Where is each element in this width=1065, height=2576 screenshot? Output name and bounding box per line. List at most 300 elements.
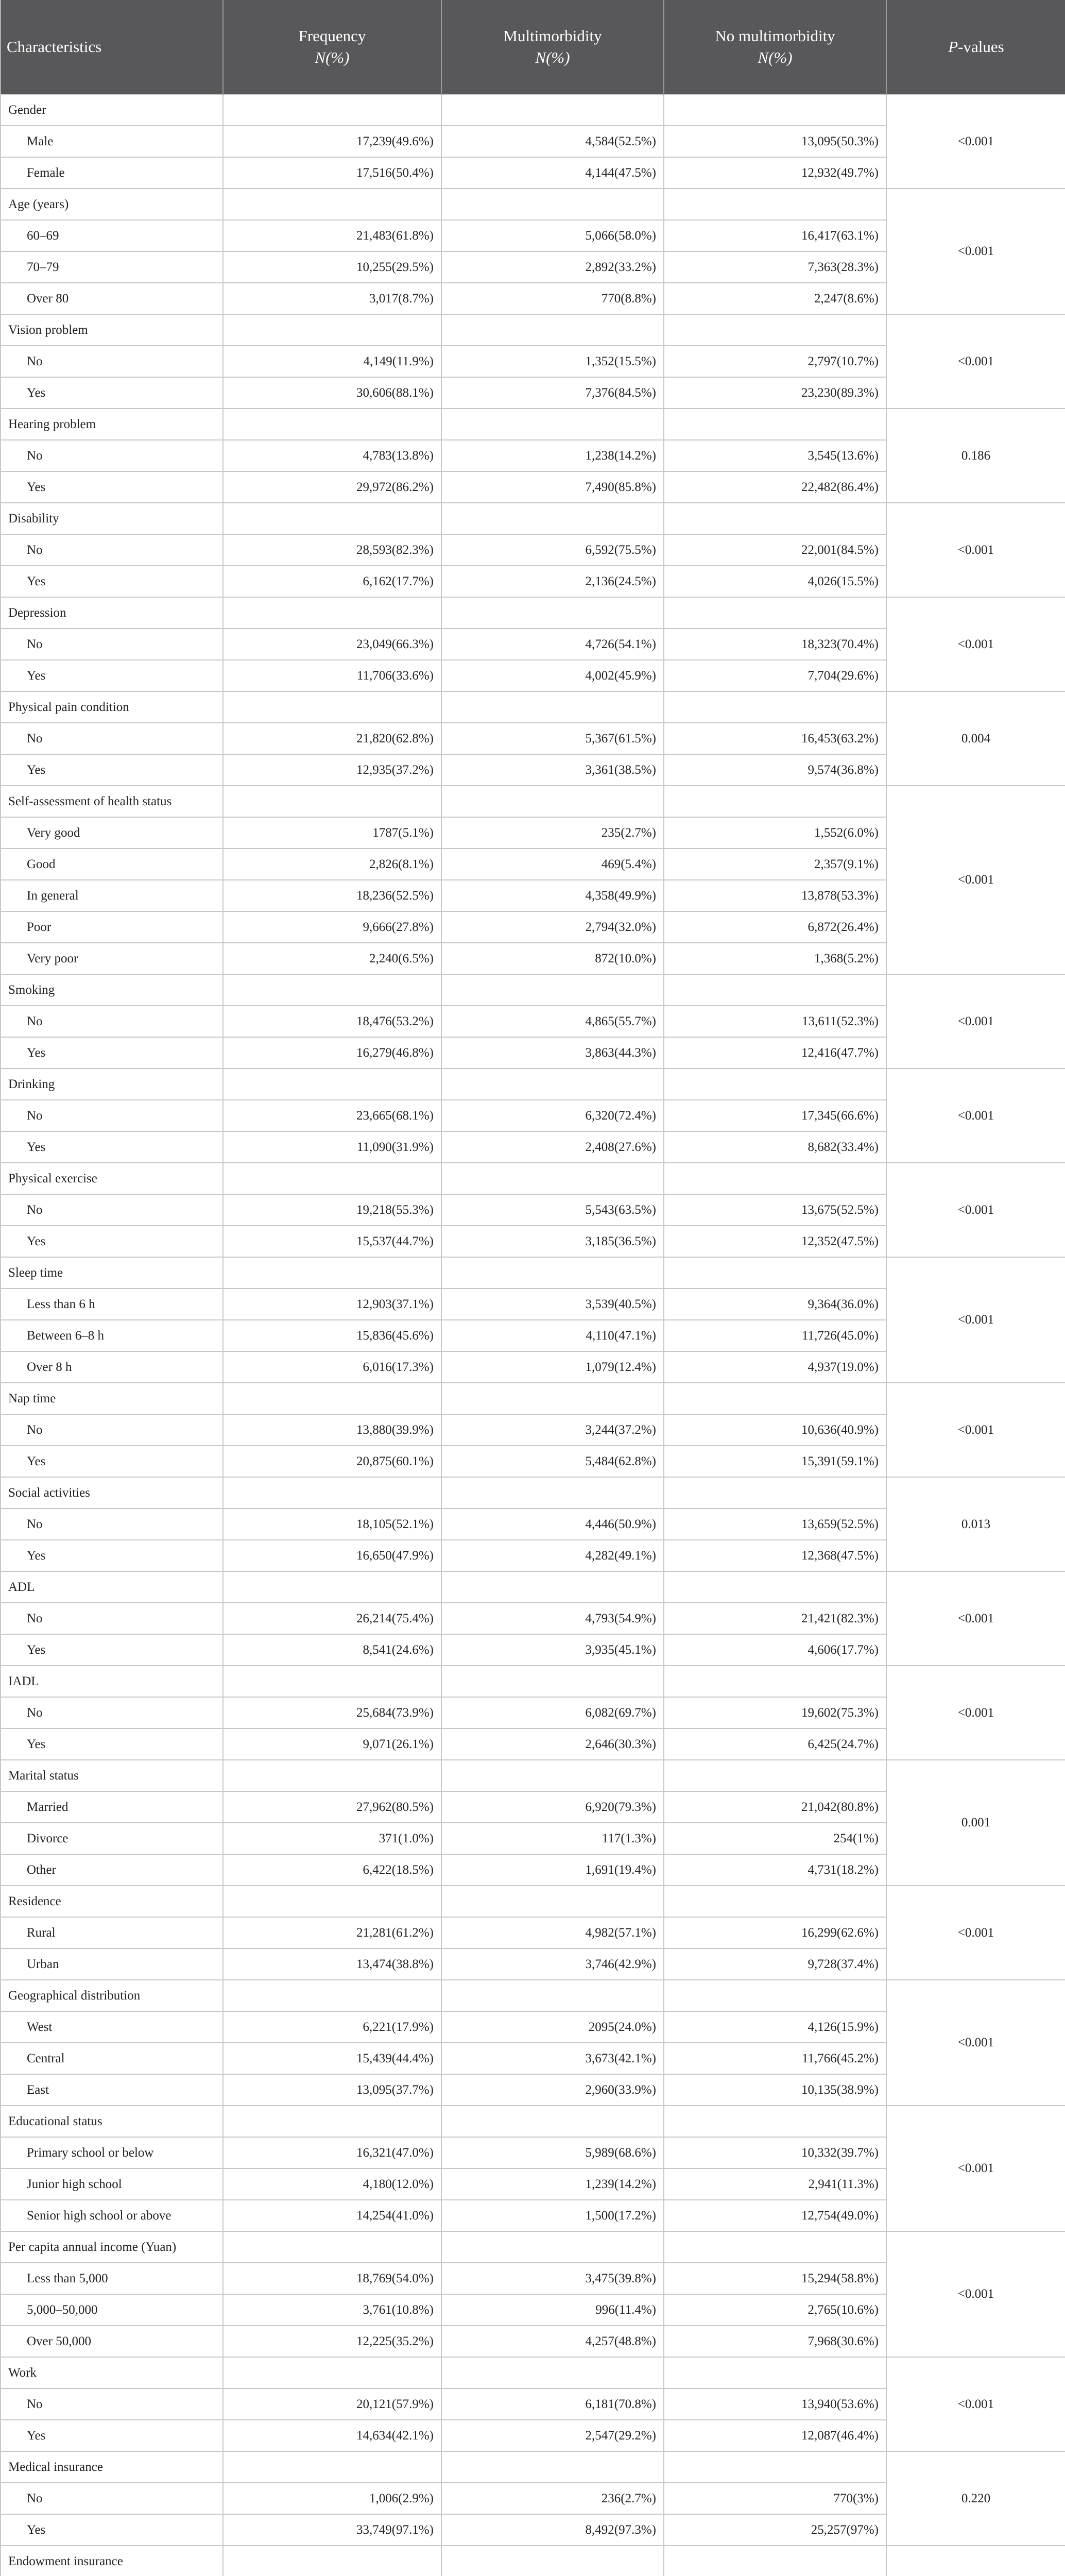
group-label: Social activities (1, 1477, 223, 1509)
empty-cell (664, 1069, 886, 1100)
row-label: Good (1, 849, 223, 880)
p-value-cell: <0.001 (886, 1069, 1065, 1163)
row-label: No (1, 1194, 223, 1226)
group-header-row (1, 2106, 1065, 2137)
no-multimorbidity-cell: 17,345(66.6%) (664, 1100, 886, 1131)
group-label: Medical insurance (1, 2451, 223, 2483)
empty-cell (441, 1163, 664, 1194)
no-multimorbidity-cell: 2,941(11.3%) (664, 2168, 886, 2200)
frequency-cell: 28,593(82.3%) (223, 534, 441, 566)
frequency-cell: 15,439(44.4%) (223, 2043, 441, 2074)
group-header-row (1, 786, 1065, 817)
empty-cell (223, 503, 441, 534)
row-label: Very poor (1, 943, 223, 974)
header-multimorbidity: Multimorbidity N(%) (441, 0, 664, 94)
p-value-cell: <0.001 (886, 1257, 1065, 1383)
group-label: Hearing problem (1, 409, 223, 440)
empty-cell (441, 1886, 664, 1917)
empty-cell (441, 314, 664, 346)
row-label: 5,000–50,000 (1, 2294, 223, 2326)
no-multimorbidity-cell: 4,606(17.7%) (664, 1634, 886, 1666)
multimorbidity-cell: 6,082(69.7%) (441, 1697, 664, 1728)
p-value-cell: <0.001 (886, 1666, 1065, 1760)
no-multimorbidity-cell: 12,087(46.4%) (664, 2420, 886, 2451)
empty-cell (441, 1383, 664, 1414)
p-value-cell: 0.004 (886, 691, 1065, 786)
empty-cell (223, 2546, 441, 2576)
group-header-row (1, 1383, 1065, 1414)
multimorbidity-cell: 2,136(24.5%) (441, 566, 664, 597)
p-value-cell: <0.001 (886, 1571, 1065, 1666)
multimorbidity-cell: 3,935(45.1%) (441, 1634, 664, 1666)
multimorbidity-cell: 3,746(42.9%) (441, 1948, 664, 1980)
no-multimorbidity-cell: 6,425(24.7%) (664, 1728, 886, 1760)
header-no-multimorbidity-unit: N(%) (758, 48, 793, 66)
empty-cell (664, 1257, 886, 1289)
empty-cell (441, 1980, 664, 2011)
no-multimorbidity-cell: 4,026(15.5%) (664, 566, 886, 597)
p-value-cell: 0.220 (886, 2451, 1065, 2546)
row-label: Rural (1, 1917, 223, 1948)
frequency-cell: 371(1.0%) (223, 1823, 441, 1854)
group-header-row (1, 1571, 1065, 1603)
p-value-cell: <0.001 (886, 1383, 1065, 1477)
multimorbidity-cell: 3,244(37.2%) (441, 1414, 664, 1446)
row-label: Yes (1, 1540, 223, 1571)
empty-cell (223, 1257, 441, 1289)
p-value-cell: <0.001 (886, 503, 1065, 597)
multimorbidity-cell: 2,646(30.3%) (441, 1728, 664, 1760)
no-multimorbidity-cell: 13,940(53.6%) (664, 2388, 886, 2420)
row-label: Male (1, 126, 223, 157)
row-label: Yes (1, 471, 223, 503)
no-multimorbidity-cell: 12,368(47.5%) (664, 1540, 886, 1571)
row-label: No (1, 1414, 223, 1446)
row-label: No (1, 440, 223, 471)
p-value-cell: <0.001 (886, 1980, 1065, 2106)
no-multimorbidity-cell: 4,731(18.2%) (664, 1854, 886, 1886)
group-header-row (1, 2546, 1065, 2576)
header-characteristics: Characteristics (1, 0, 223, 94)
empty-cell (664, 597, 886, 629)
empty-cell (223, 1666, 441, 1697)
frequency-cell: 23,049(66.3%) (223, 629, 441, 660)
row-label: Yes (1, 2420, 223, 2451)
empty-cell (664, 2357, 886, 2388)
multimorbidity-cell: 6,181(70.8%) (441, 2388, 664, 2420)
empty-cell (223, 1760, 441, 1791)
multimorbidity-cell: 8,492(97.3%) (441, 2514, 664, 2546)
group-header-row (1, 409, 1065, 440)
empty-cell (441, 1477, 664, 1509)
empty-cell (223, 94, 441, 126)
header-frequency: Frequency N(%) (223, 0, 441, 94)
p-value-cell: <0.001 (886, 1163, 1065, 1257)
multimorbidity-cell: 4,257(48.8%) (441, 2326, 664, 2357)
row-label: Over 80 (1, 283, 223, 314)
row-label: Central (1, 2043, 223, 2074)
multimorbidity-cell: 3,475(39.8%) (441, 2263, 664, 2294)
no-multimorbidity-cell: 9,364(36.0%) (664, 1289, 886, 1320)
empty-cell (223, 1886, 441, 1917)
no-multimorbidity-cell: 25,257(97%) (664, 2514, 886, 2546)
frequency-cell: 33,749(97.1%) (223, 2514, 441, 2546)
group-header-row (1, 597, 1065, 629)
no-multimorbidity-cell: 12,352(47.5%) (664, 1226, 886, 1257)
row-label: Yes (1, 377, 223, 409)
row-label: Yes (1, 660, 223, 691)
empty-cell (664, 1760, 886, 1791)
frequency-cell: 12,903(37.1%) (223, 1289, 441, 1320)
row-label: Between 6–8 h (1, 1320, 223, 1351)
multimorbidity-cell: 872(10.0%) (441, 943, 664, 974)
frequency-cell: 2,240(6.5%) (223, 943, 441, 974)
frequency-cell: 13,095(37.7%) (223, 2074, 441, 2106)
frequency-cell: 14,254(41.0%) (223, 2200, 441, 2231)
empty-cell (441, 1760, 664, 1791)
frequency-cell: 16,279(46.8%) (223, 1037, 441, 1069)
multimorbidity-cell: 4,793(54.9%) (441, 1603, 664, 1634)
p-value-cell: <0.001 (886, 94, 1065, 189)
empty-cell (441, 786, 664, 817)
frequency-cell: 15,537(44.7%) (223, 1226, 441, 1257)
group-label: Nap time (1, 1383, 223, 1414)
no-multimorbidity-cell: 13,659(52.5%) (664, 1509, 886, 1540)
group-header-row (1, 1666, 1065, 1697)
empty-cell (223, 2451, 441, 2483)
row-label: Yes (1, 1131, 223, 1163)
frequency-cell: 25,684(73.9%) (223, 1697, 441, 1728)
frequency-cell: 9,666(27.8%) (223, 911, 441, 943)
no-multimorbidity-cell: 21,042(80.8%) (664, 1791, 886, 1823)
group-header-row (1, 2231, 1065, 2263)
group-label: Physical pain condition (1, 691, 223, 723)
multimorbidity-cell: 4,726(54.1%) (441, 629, 664, 660)
empty-cell (223, 189, 441, 220)
no-multimorbidity-cell: 3,545(13.6%) (664, 440, 886, 471)
group-header-row (1, 1163, 1065, 1194)
row-label: Yes (1, 1446, 223, 1477)
row-label: Yes (1, 566, 223, 597)
row-label: No (1, 1603, 223, 1634)
row-label: Divorce (1, 1823, 223, 1854)
frequency-cell: 4,180(12.0%) (223, 2168, 441, 2200)
frequency-cell: 17,516(50.4%) (223, 157, 441, 189)
header-no-multimorbidity: No multimorbidity N(%) (664, 0, 886, 94)
multimorbidity-cell: 996(11.4%) (441, 2294, 664, 2326)
p-value-cell: <0.001 (886, 189, 1065, 314)
empty-cell (664, 1477, 886, 1509)
row-label: No (1, 2388, 223, 2420)
group-label: Endowment insurance (1, 2546, 223, 2576)
frequency-cell: 11,706(33.6%) (223, 660, 441, 691)
header-frequency-unit: N(%) (315, 48, 350, 66)
row-label: Yes (1, 1226, 223, 1257)
empty-cell (223, 409, 441, 440)
no-multimorbidity-cell: 2,797(10.7%) (664, 346, 886, 377)
group-header-row (1, 94, 1065, 126)
frequency-cell: 1,006(2.9%) (223, 2483, 441, 2514)
multimorbidity-cell: 4,144(47.5%) (441, 157, 664, 189)
frequency-cell: 1787(5.1%) (223, 817, 441, 849)
empty-cell (223, 691, 441, 723)
group-header-row (1, 314, 1065, 346)
frequency-cell: 26,214(75.4%) (223, 1603, 441, 1634)
frequency-cell: 16,650(47.9%) (223, 1540, 441, 1571)
row-label: No (1, 534, 223, 566)
frequency-cell: 23,665(68.1%) (223, 1100, 441, 1131)
group-header-row (1, 1257, 1065, 1289)
multimorbidity-cell: 2,408(27.6%) (441, 1131, 664, 1163)
empty-cell (664, 94, 886, 126)
no-multimorbidity-cell: 13,675(52.5%) (664, 1194, 886, 1226)
multimorbidity-cell: 2,547(29.2%) (441, 2420, 664, 2451)
row-label: No (1, 629, 223, 660)
frequency-cell: 4,149(11.9%) (223, 346, 441, 377)
multimorbidity-cell: 3,863(44.3%) (441, 1037, 664, 1069)
no-multimorbidity-cell: 770(3%) (664, 2483, 886, 2514)
p-value-cell: <0.001 (886, 974, 1065, 1069)
empty-cell (664, 2106, 886, 2137)
group-header-row (1, 1886, 1065, 1917)
multimorbidity-cell: 3,673(42.1%) (441, 2043, 664, 2074)
empty-cell (664, 1163, 886, 1194)
multimorbidity-cell: 5,367(61.5%) (441, 723, 664, 754)
no-multimorbidity-cell: 1,552(6.0%) (664, 817, 886, 849)
multimorbidity-cell: 2,892(33.2%) (441, 251, 664, 283)
empty-cell (664, 1886, 886, 1917)
header-multimorbidity-unit: N(%) (535, 48, 570, 66)
frequency-cell: 17,239(49.6%) (223, 126, 441, 157)
row-label: Married (1, 1791, 223, 1823)
empty-cell (441, 2546, 664, 2576)
frequency-cell: 14,634(42.1%) (223, 2420, 441, 2451)
group-header-row (1, 189, 1065, 220)
empty-cell (223, 597, 441, 629)
multimorbidity-cell: 1,500(17.2%) (441, 2200, 664, 2231)
no-multimorbidity-cell: 16,299(62.6%) (664, 1917, 886, 1948)
group-label: Physical exercise (1, 1163, 223, 1194)
empty-cell (441, 1571, 664, 1603)
p-value-cell: <0.001 (886, 314, 1065, 409)
no-multimorbidity-cell: 9,574(36.8%) (664, 754, 886, 786)
row-label: Very good (1, 817, 223, 849)
group-label: Per capita annual income (Yuan) (1, 2231, 223, 2263)
no-multimorbidity-cell: 2,357(9.1%) (664, 849, 886, 880)
empty-cell (441, 2451, 664, 2483)
empty-cell (441, 503, 664, 534)
p-value-cell: 0.001 (886, 1760, 1065, 1886)
group-label: Depression (1, 597, 223, 629)
row-label: Primary school or below (1, 2137, 223, 2168)
p-value-cell: <0.001 (886, 786, 1065, 974)
empty-cell (664, 1666, 886, 1697)
multimorbidity-cell: 1,352(15.5%) (441, 346, 664, 377)
row-label: Yes (1, 1728, 223, 1760)
group-label: ADL (1, 1571, 223, 1603)
multimorbidity-cell: 4,584(52.5%) (441, 126, 664, 157)
row-label: No (1, 346, 223, 377)
frequency-cell: 30,606(88.1%) (223, 377, 441, 409)
empty-cell (664, 1571, 886, 1603)
row-label: Poor (1, 911, 223, 943)
row-label: Yes (1, 2514, 223, 2546)
frequency-cell: 19,218(55.3%) (223, 1194, 441, 1226)
group-label: Sleep time (1, 1257, 223, 1289)
multimorbidity-cell: 236(2.7%) (441, 2483, 664, 2514)
row-label: Yes (1, 1634, 223, 1666)
frequency-cell: 13,880(39.9%) (223, 1414, 441, 1446)
group-label: Residence (1, 1886, 223, 1917)
multimorbidity-cell: 469(5.4%) (441, 849, 664, 880)
empty-cell (441, 1069, 664, 1100)
empty-cell (664, 189, 886, 220)
no-multimorbidity-cell: 22,482(86.4%) (664, 471, 886, 503)
no-multimorbidity-cell: 8,682(33.4%) (664, 1131, 886, 1163)
frequency-cell: 6,422(18.5%) (223, 1854, 441, 1886)
row-label: Over 8 h (1, 1351, 223, 1383)
empty-cell (441, 94, 664, 126)
row-label: Yes (1, 754, 223, 786)
frequency-cell: 3,761(10.8%) (223, 2294, 441, 2326)
empty-cell (664, 691, 886, 723)
empty-cell (664, 786, 886, 817)
frequency-cell: 21,483(61.8%) (223, 220, 441, 251)
no-multimorbidity-cell: 21,421(82.3%) (664, 1603, 886, 1634)
row-label: 60–69 (1, 220, 223, 251)
no-multimorbidity-cell: 6,872(26.4%) (664, 911, 886, 943)
empty-cell (664, 314, 886, 346)
group-label: Age (years) (1, 189, 223, 220)
group-label: Gender (1, 94, 223, 126)
frequency-cell: 12,935(37.2%) (223, 754, 441, 786)
multimorbidity-cell: 6,920(79.3%) (441, 1791, 664, 1823)
group-label: Work (1, 2357, 223, 2388)
empty-cell (664, 1980, 886, 2011)
row-label: East (1, 2074, 223, 2106)
group-label: Self-assessment of health status (1, 786, 223, 817)
frequency-cell: 18,476(53.2%) (223, 1006, 441, 1037)
group-label: Geographical distribution (1, 1980, 223, 2011)
row-label: 70–79 (1, 251, 223, 283)
frequency-cell: 18,105(52.1%) (223, 1509, 441, 1540)
row-label: Junior high school (1, 2168, 223, 2200)
empty-cell (441, 2106, 664, 2137)
multimorbidity-cell: 3,539(40.5%) (441, 1289, 664, 1320)
multimorbidity-cell: 5,543(63.5%) (441, 1194, 664, 1226)
frequency-cell: 15,836(45.6%) (223, 1320, 441, 1351)
frequency-cell: 20,121(57.9%) (223, 2388, 441, 2420)
group-header-row (1, 1980, 1065, 2011)
multimorbidity-cell: 235(2.7%) (441, 817, 664, 849)
no-multimorbidity-cell: 7,704(29.6%) (664, 660, 886, 691)
no-multimorbidity-cell: 12,754(49.0%) (664, 2200, 886, 2231)
empty-cell (441, 1666, 664, 1697)
row-label: Senior high school or above (1, 2200, 223, 2231)
frequency-cell: 29,972(86.2%) (223, 471, 441, 503)
row-label: No (1, 1006, 223, 1037)
group-label: Smoking (1, 974, 223, 1006)
multimorbidity-cell: 1,238(14.2%) (441, 440, 664, 471)
empty-cell (223, 974, 441, 1006)
empty-cell (223, 1163, 441, 1194)
multimorbidity-cell: 6,320(72.4%) (441, 1100, 664, 1131)
multimorbidity-cell: 5,989(68.6%) (441, 2137, 664, 2168)
group-label: Disability (1, 503, 223, 534)
row-label: Less than 6 h (1, 1289, 223, 1320)
multimorbidity-cell: 6,592(75.5%) (441, 534, 664, 566)
p-value-cell: <0.001 (886, 2231, 1065, 2357)
p-value-cell: 0.013 (886, 1477, 1065, 1571)
frequency-cell: 12,225(35.2%) (223, 2326, 441, 2357)
row-label: No (1, 723, 223, 754)
multimorbidity-cell: 2,960(33.9%) (441, 2074, 664, 2106)
row-label: Over 50,000 (1, 2326, 223, 2357)
multimorbidity-cell: 117(1.3%) (441, 1823, 664, 1854)
empty-cell (664, 2231, 886, 2263)
p-value-cell: <0.001 (886, 2357, 1065, 2451)
group-header-row (1, 1477, 1065, 1509)
no-multimorbidity-cell: 23,230(89.3%) (664, 377, 886, 409)
empty-cell (441, 2357, 664, 2388)
empty-cell (441, 597, 664, 629)
frequency-cell: 16,321(47.0%) (223, 2137, 441, 2168)
multimorbidity-cell: 5,484(62.8%) (441, 1446, 664, 1477)
multimorbidity-cell: 7,490(85.8%) (441, 471, 664, 503)
empty-cell (441, 1257, 664, 1289)
group-label: IADL (1, 1666, 223, 1697)
row-label: No (1, 1509, 223, 1540)
no-multimorbidity-cell: 9,728(37.4%) (664, 1948, 886, 1980)
empty-cell (223, 2357, 441, 2388)
no-multimorbidity-cell: 2,765(10.6%) (664, 2294, 886, 2326)
multimorbidity-cell: 4,358(49.9%) (441, 880, 664, 911)
no-multimorbidity-cell: 254(1%) (664, 1823, 886, 1854)
multimorbidity-cell: 770(8.8%) (441, 283, 664, 314)
empty-cell (223, 786, 441, 817)
frequency-cell: 21,820(62.8%) (223, 723, 441, 754)
frequency-cell: 9,071(26.1%) (223, 1728, 441, 1760)
frequency-cell: 13,474(38.8%) (223, 1948, 441, 1980)
multimorbidity-cell: 1,239(14.2%) (441, 2168, 664, 2200)
header-p-values: P-values (886, 0, 1065, 94)
group-header-row (1, 974, 1065, 1006)
frequency-cell: 18,769(54.0%) (223, 2263, 441, 2294)
empty-cell (664, 2546, 886, 2576)
no-multimorbidity-cell: 18,323(70.4%) (664, 629, 886, 660)
empty-cell (441, 974, 664, 1006)
p-value-cell: 0.186 (886, 409, 1065, 503)
empty-cell (223, 2231, 441, 2263)
frequency-cell: 18,236(52.5%) (223, 880, 441, 911)
no-multimorbidity-cell: 10,636(40.9%) (664, 1414, 886, 1446)
no-multimorbidity-cell: 13,611(52.3%) (664, 1006, 886, 1037)
multimorbidity-cell: 4,865(55.7%) (441, 1006, 664, 1037)
no-multimorbidity-cell: 13,095(50.3%) (664, 126, 886, 157)
no-multimorbidity-cell: 10,332(39.7%) (664, 2137, 886, 2168)
row-label: Female (1, 157, 223, 189)
p-value-cell: <0.001 (886, 597, 1065, 691)
row-label: Other (1, 1854, 223, 1886)
empty-cell (664, 503, 886, 534)
row-label: Less than 5,000 (1, 2263, 223, 2294)
multimorbidity-cell: 5,066(58.0%) (441, 220, 664, 251)
row-label: No (1, 1697, 223, 1728)
empty-cell (223, 1069, 441, 1100)
table-header (1, 0, 1065, 94)
frequency-cell: 21,281(61.2%) (223, 1917, 441, 1948)
no-multimorbidity-cell: 12,932(49.7%) (664, 157, 886, 189)
